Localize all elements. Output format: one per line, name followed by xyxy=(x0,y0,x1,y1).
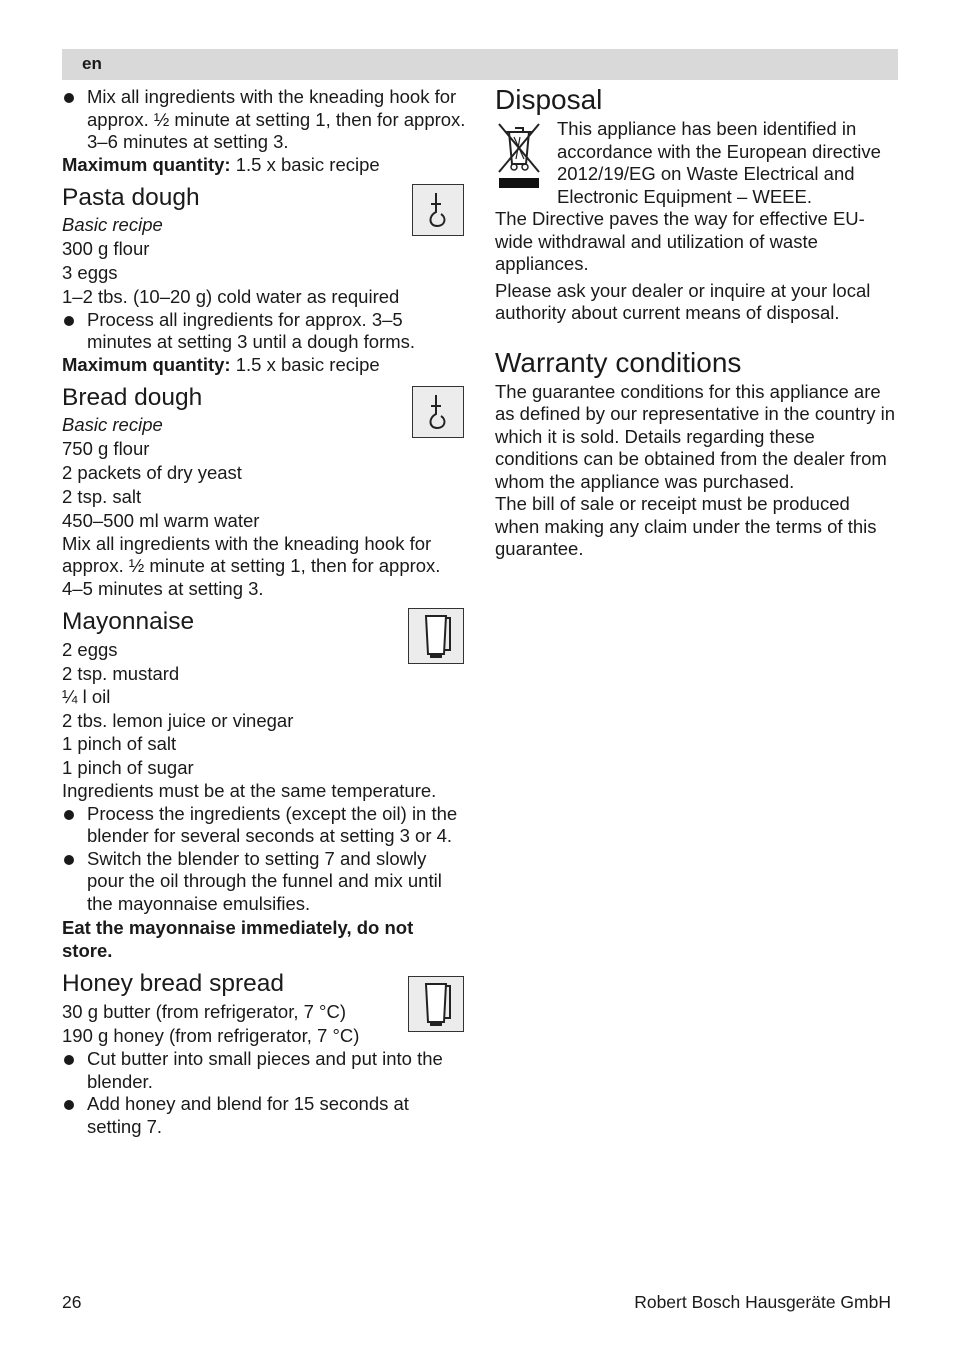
bread-ingredient: 2 tsp. salt xyxy=(62,485,142,507)
pasta-bullet: Process all ingredients for approx. 3–5 minutes at setting 3 until a dough forms. xyxy=(62,309,466,354)
mayonnaise-ingredient: 2 eggs xyxy=(62,639,118,660)
mayonnaise-warning: Eat the mayonnaise immediately, do not store. xyxy=(62,917,414,961)
bread-title: Bread dough xyxy=(62,384,203,411)
left-column xyxy=(62,86,466,1138)
honey-bullet: Cut butter into small pieces and put into the blender. xyxy=(62,1048,466,1093)
bread-ingredient: 450–500 ml warm water xyxy=(62,509,260,531)
mayonnaise-note: Ingredients must be at the same temperature. xyxy=(62,780,437,801)
kneading-hook-icon xyxy=(412,184,464,236)
max-quantity-value: 1.5 x basic recipe xyxy=(230,353,380,375)
pasta-section xyxy=(62,184,466,376)
warranty-paragraph: The guarantee conditions for this appliance are as defined by our representative in the country in which it is sold. Details regarding these conditions can be obtained from the dealer from whom the appliance was purchased. xyxy=(495,380,896,492)
honey-bullet: Add honey and blend for 15 seconds at setting 7. xyxy=(62,1093,466,1138)
mayonnaise-ingredient: 1 pinch of salt xyxy=(62,733,177,754)
mayonnaise-ingredient: 1 pinch of sugar xyxy=(62,756,194,778)
mayonnaise-ingredient: 2 tbs. lemon juice or vinegar xyxy=(62,709,294,731)
bread-basic-recipe: Basic recipe xyxy=(62,414,163,435)
bread-section xyxy=(62,384,466,600)
pasta-title: Pasta dough xyxy=(62,184,200,211)
bread-ingredient: 750 g flour xyxy=(62,437,150,459)
bread-ingredient: 2 packets of dry yeast xyxy=(62,461,242,483)
intro-max-quantity xyxy=(62,154,466,177)
honey-ingredient: 30 g butter (from refrigerator, 7 °C) xyxy=(62,1001,346,1022)
disposal-title: Disposal xyxy=(495,84,603,115)
language-bar xyxy=(62,49,898,80)
bread-instructions: Mix all ingredients with the kneading hook for approx. ½ minute at setting 1, then for approx. 4–5 minutes at setting 3. xyxy=(62,532,441,599)
blender-jug-icon xyxy=(408,976,464,1032)
weee-text: This appliance has been identified in accordance with the European directive 2012/19/EG on Waste Electrical and Electronic Equipment – WEEE. xyxy=(557,118,881,207)
max-quantity-value: 1.5 x basic recipe xyxy=(230,153,380,175)
weee-crossed-bin-icon xyxy=(495,120,543,192)
pasta-basic-recipe: Basic recipe xyxy=(62,214,163,235)
pasta-ingredient: 300 g flour xyxy=(62,237,150,259)
blender-jug-icon xyxy=(408,608,464,664)
honey-title: Honey bread spread xyxy=(62,970,285,997)
warranty-paragraph: The bill of sale or receipt must be produced when making any claim under the terms of this guarantee. xyxy=(495,493,877,559)
max-quantity-label: Maximum quantity: xyxy=(62,153,231,175)
disposal-paragraph: Please ask your dealer or inquire at your local authority about current means of disposal. xyxy=(495,279,871,323)
company-name: Robert Bosch Hausgeräte GmbH xyxy=(634,1292,891,1312)
honey-ingredient: 190 g honey (from refrigerator, 7 °C) xyxy=(62,1025,360,1046)
pasta-max-quantity xyxy=(62,354,466,377)
honey-section xyxy=(62,970,466,1138)
pasta-ingredient: 3 eggs xyxy=(62,261,118,283)
mayonnaise-bullet: Process the ingredients (except the oil) in the blender for several seconds at setting 3 or 4. xyxy=(62,803,466,848)
intro-bullet: Mix all ingredients with the kneading hook for approx. ½ minute at setting 1, then for approx. 3–6 minutes at setting 3. xyxy=(62,86,466,154)
warranty-title: Warranty conditions xyxy=(495,346,742,378)
weee-block xyxy=(495,118,899,208)
page-number: 26 xyxy=(62,1292,82,1312)
pasta-ingredient: 1–2 tbs. (10–20 g) cold water as required xyxy=(62,285,400,307)
mayonnaise-section xyxy=(62,608,466,962)
right-column xyxy=(495,84,899,561)
max-quantity-label: Maximum quantity: xyxy=(62,353,231,375)
mayonnaise-ingredient: ¼ l oil xyxy=(62,686,111,707)
mayonnaise-title: Mayonnaise xyxy=(62,608,195,635)
disposal-paragraph: The Directive paves the way for effective EU-wide withdrawal and utilization of waste appliances. xyxy=(495,208,865,274)
language-code: en xyxy=(82,54,102,73)
mayonnaise-bullet: Switch the blender to setting 7 and slowly pour the oil through the funnel and mix until the mayonnaise emulsifies. xyxy=(62,848,466,916)
mayonnaise-ingredient: 2 tsp. mustard xyxy=(62,662,180,684)
kneading-hook-icon xyxy=(412,386,464,438)
